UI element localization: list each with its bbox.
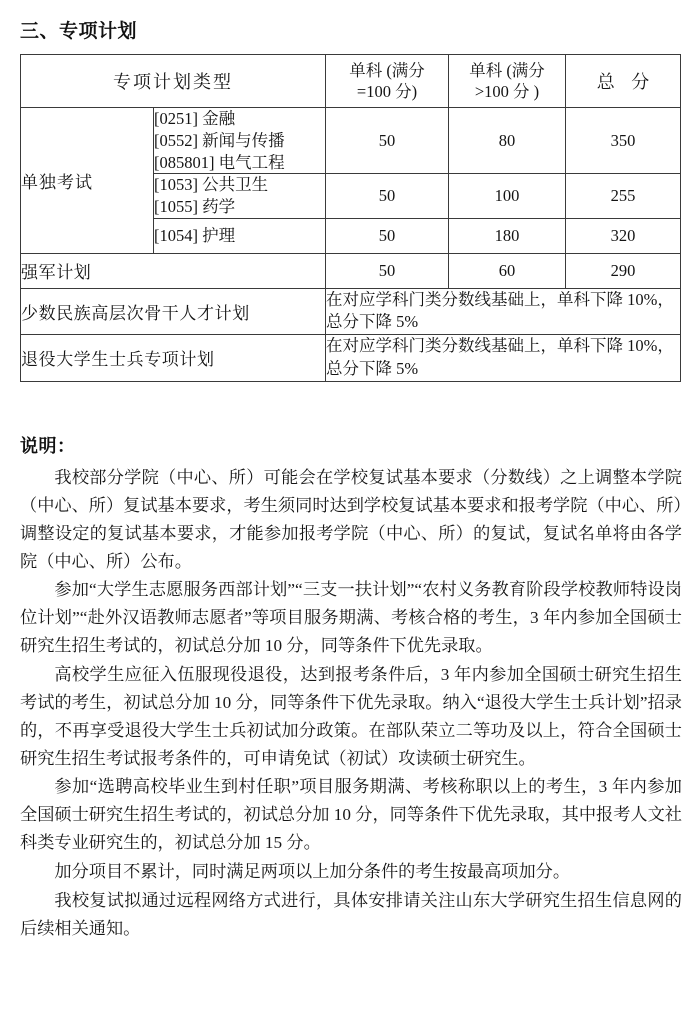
explanation-section (20, 432, 682, 944)
category-independent-exam: 单独考试 (21, 108, 154, 254)
major-list (154, 218, 326, 253)
category-minority-backbone-plan: 少数民族高层次骨干人才计划 (21, 288, 326, 335)
explanation-paragraph: 加分项目不累计，同时满足两项以上加分条件的考生按最高项加分。 (54, 862, 571, 882)
score-single-eq100: 50 (326, 108, 449, 174)
header-single-subject-gt100 (449, 55, 566, 108)
score-total: 320 (566, 218, 681, 253)
score-single-eq100: 50 (326, 218, 449, 253)
major-list (154, 174, 326, 219)
table-header-row (21, 55, 681, 108)
header-plan-type: 专项计划类型 (21, 55, 326, 108)
header-single-gt100-line2: >100 分 ) (474, 82, 540, 101)
note-veteran-student-soldier-plan: 在对应学科门类分数线基础上，单科下降 10%，总分下降 5% (326, 335, 681, 382)
major-list (154, 108, 326, 174)
note-minority-backbone-plan: 在对应学科门类分数线基础上，单科下降 10%，总分下降 5% (326, 288, 681, 335)
special-plan-score-table (20, 54, 681, 382)
major-item: [1055] 药学 (154, 197, 236, 217)
explanation-paragraph: 参加“大学生志愿服务西部计划”“三支一扶计划”“农村义务教育阶段学校教师特设岗位计划”“赴外汉语教师志愿者”等项目服务期满、考核合格的考生，3 年内参加全国硕士研究生招生考试的，初试总分加 10 分，同等条件下优先录取。 (20, 580, 682, 656)
major-item: [0251] 金融 (154, 109, 236, 128)
header-total-score: 总 分 (566, 55, 681, 108)
major-item: [0552] 新闻与传播 (154, 130, 285, 150)
explanation-paragraph: 我校部分学院（中心、所）可能会在学校复试基本要求（分数线）之上调整本学院（中心、所）复试基本要求，考生须同时达到学校复试基本要求和报考学院（中心、所）调整设定的复试基本要求，才能参加报考学院（中心、所）的复试，复试名单将由各学院（中心、所）公布。 (20, 468, 682, 571)
table-row (21, 288, 681, 335)
score-single-gt100: 180 (449, 218, 566, 253)
explanation-paragraph: 我校复试拟通过远程网络方式进行，具体安排请关注山东大学研究生招生信息网的后续相关通知。 (20, 890, 682, 938)
table-row (21, 108, 681, 174)
major-item: [085801] 电气工程 (154, 152, 285, 172)
header-single-subject-eq100 (326, 55, 449, 108)
explanation-paragraph: 高校学生应征入伍服现役退役，达到报考条件后，3 年内参加全国硕士研究生招生考试的考生，初试总分加 10 分，同等条件下优先录取。纳入“退役大学生士兵计划”招录的，不再享受退役大学生士兵初试加分政策。在部队荣立二等功及以上，符合全国硕士研究生招生考试报考条件的，可申请免试（初试）攻读硕士研究生。 (20, 665, 682, 768)
score-single-gt100: 80 (449, 108, 566, 174)
score-single-eq100: 50 (326, 253, 449, 288)
table-row (21, 253, 681, 288)
header-single-eq100-line1: 单科 (满分 (349, 60, 425, 80)
score-total: 350 (566, 108, 681, 174)
header-single-gt100-line1: 单科 (满分 (469, 60, 545, 80)
score-total: 290 (566, 253, 681, 288)
score-single-eq100: 50 (326, 174, 449, 219)
explanation-paragraph: 参加“选聘高校毕业生到村任职”项目服务期满、考核称职以上的考生，3 年内参加全国硕士研究生招生考试的，初试总分加 10 分，同等条件下优先录取，其中报考人文社科类专业研究生的，初试总分加 15 分。 (20, 777, 682, 853)
score-total: 255 (566, 174, 681, 219)
explanation-title: 说明： (20, 436, 76, 456)
section-heading: 三、专项计划 (20, 21, 138, 42)
category-veteran-student-soldier-plan: 退役大学生士兵专项计划 (21, 335, 326, 382)
table-header (21, 55, 681, 108)
header-single-eq100-line2: =100 分) (356, 82, 418, 101)
category-strong-army-plan: 强军计划 (21, 253, 326, 288)
score-single-gt100: 60 (449, 253, 566, 288)
major-item: [1053] 公共卫生 (154, 175, 269, 195)
score-single-gt100: 100 (449, 174, 566, 219)
table-row (21, 335, 681, 382)
table-body (21, 108, 681, 382)
major-item: [1054] 护理 (154, 225, 236, 245)
